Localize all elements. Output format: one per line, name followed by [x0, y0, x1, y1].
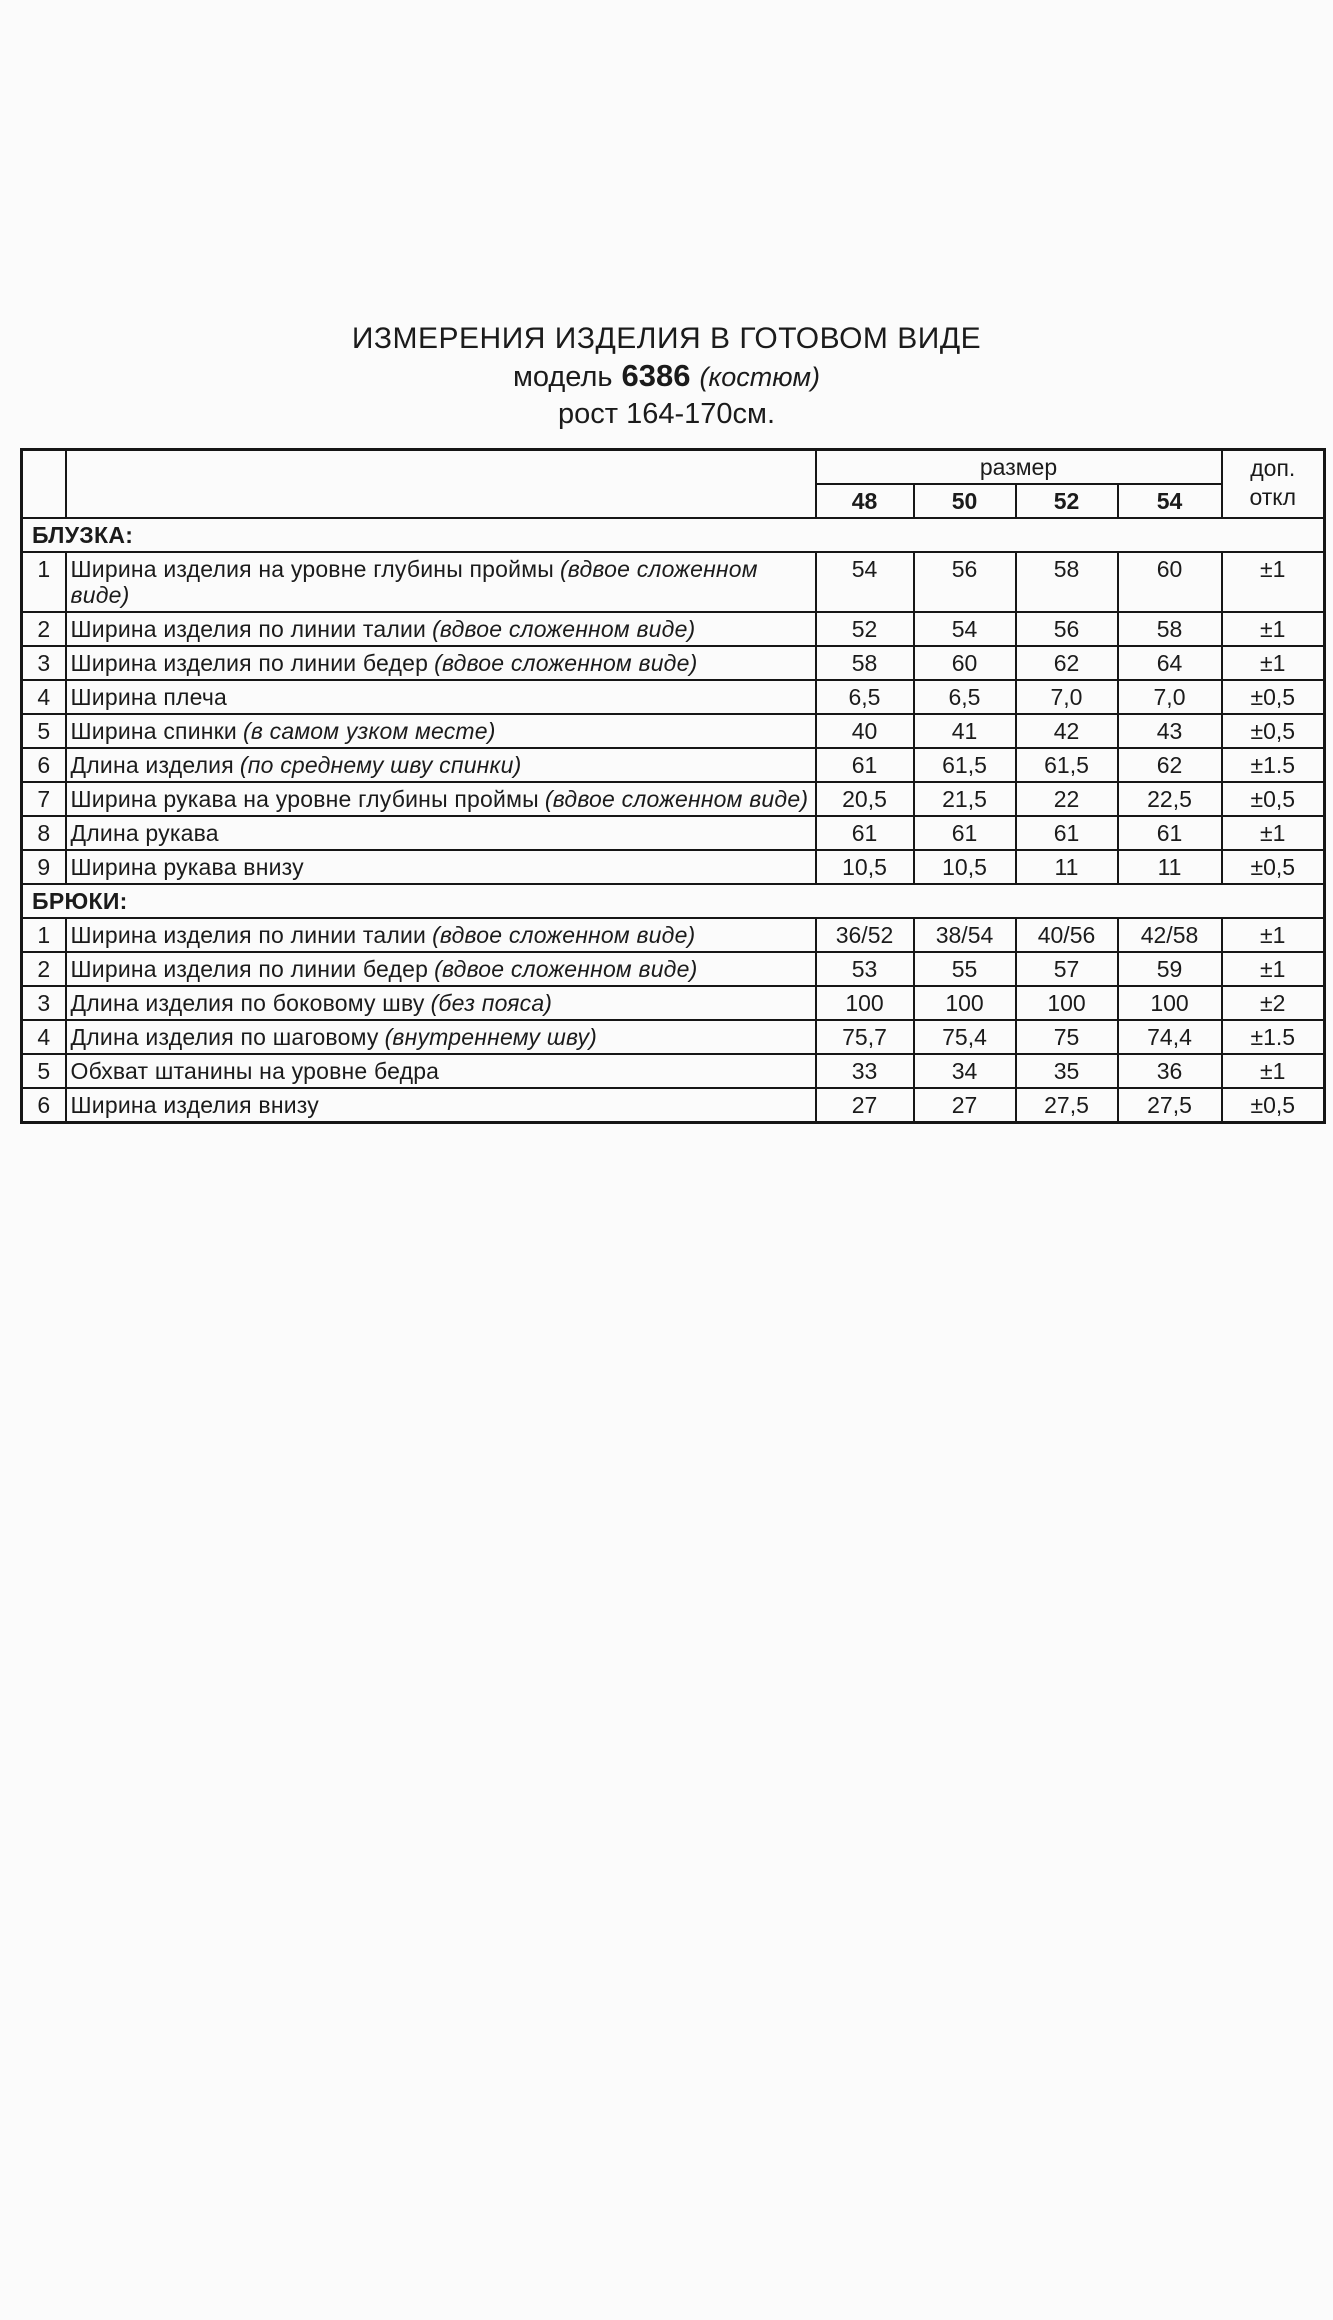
size-50-header: 50	[914, 484, 1016, 518]
size-48-value-cell: 75,7	[816, 1020, 914, 1054]
size-50-value-cell: 60	[914, 646, 1016, 680]
row-number-cell: 4	[22, 680, 66, 714]
size-48-value-cell: 20,5	[816, 782, 914, 816]
measurement-note: (вдвое сложенном виде)	[70, 556, 758, 608]
measurement-label-cell	[66, 850, 816, 884]
measurement-label: Длина изделия по боковому шву	[70, 990, 425, 1016]
measurement-note: (без пояса)	[430, 990, 553, 1016]
size-54-value-cell: 64	[1118, 646, 1222, 680]
size-52-value-cell: 40/56	[1016, 918, 1118, 952]
measurement-row	[22, 1088, 1325, 1123]
tolerance-header-line2: откл	[1249, 484, 1297, 510]
tolerance-value-cell: ±1.5	[1222, 748, 1325, 782]
size-50-value-cell: 6,5	[914, 680, 1016, 714]
model-line	[0, 357, 1333, 396]
size-50-value-cell: 61,5	[914, 748, 1016, 782]
size-54-value-cell: 100	[1118, 986, 1222, 1020]
size-50-value-cell: 41	[914, 714, 1016, 748]
tolerance-value-cell: ±1	[1222, 646, 1325, 680]
document-page	[0, 320, 1333, 2320]
measurement-label: Ширина изделия по линии бедер	[70, 956, 429, 982]
section-title: БРЮКИ:	[22, 884, 1325, 918]
size-52-value-cell: 100	[1016, 986, 1118, 1020]
measurement-row	[22, 646, 1325, 680]
measurement-note: (вдвое сложенном виде)	[544, 786, 809, 812]
section-header-row	[22, 518, 1325, 552]
row-number-cell: 5	[22, 1054, 66, 1088]
measurement-label: Ширина плеча	[70, 684, 228, 710]
measurement-label-cell	[66, 816, 816, 850]
section-header-row	[22, 884, 1325, 918]
measurement-label: Ширина рукава на уровне глубины проймы	[70, 786, 539, 812]
size-54-value-cell: 60	[1118, 552, 1222, 612]
row-number-cell: 3	[22, 986, 66, 1020]
document-header	[0, 320, 1333, 433]
size-48-value-cell: 10,5	[816, 850, 914, 884]
size-54-value-cell: 74,4	[1118, 1020, 1222, 1054]
tolerance-value-cell: ±2	[1222, 986, 1325, 1020]
measurement-row	[22, 612, 1325, 646]
row-number-cell: 1	[22, 918, 66, 952]
measurement-row	[22, 748, 1325, 782]
size-50-value-cell: 56	[914, 552, 1016, 612]
measurement-note: (по среднему шву спинки)	[239, 752, 522, 778]
size-48-value-cell: 100	[816, 986, 914, 1020]
product-measurements-table	[20, 448, 1326, 1124]
measurement-label: Обхват штанины на уровне бедра	[70, 1058, 440, 1084]
measurement-label: Длина изделия по шаговому	[70, 1024, 379, 1050]
model-note: (костюм)	[699, 362, 821, 392]
measurement-label-cell	[66, 918, 816, 952]
size-54-value-cell: 58	[1118, 612, 1222, 646]
size-48-value-cell: 33	[816, 1054, 914, 1088]
measurement-label: Ширина изделия на уровне глубины проймы	[70, 556, 554, 582]
size-50-value-cell: 75,4	[914, 1020, 1016, 1054]
measurement-label: Ширина изделия по линии талии	[70, 616, 427, 642]
row-number-cell: 2	[22, 612, 66, 646]
tolerance-value-cell: ±0,5	[1222, 714, 1325, 748]
section-title: БЛУЗКА:	[22, 518, 1325, 552]
header-empty-number-cell	[22, 450, 66, 519]
model-number: 6386	[621, 358, 691, 393]
measurement-label-cell	[66, 748, 816, 782]
size-52-value-cell: 58	[1016, 552, 1118, 612]
measurement-note: (вдвое сложенном виде)	[432, 922, 696, 948]
size-54-value-cell: 36	[1118, 1054, 1222, 1088]
size-50-value-cell: 55	[914, 952, 1016, 986]
row-number-cell: 7	[22, 782, 66, 816]
tolerance-value-cell: ±1	[1222, 952, 1325, 986]
size-54-value-cell: 61	[1118, 816, 1222, 850]
page-title: ИЗМЕРЕНИЯ ИЗДЕЛИЯ В ГОТОВОМ ВИДЕ	[351, 322, 982, 355]
size-54-value-cell: 27,5	[1118, 1088, 1222, 1123]
measurement-label-cell	[66, 986, 816, 1020]
row-number-cell: 6	[22, 1088, 66, 1123]
measurement-note: (в самом узком месте)	[242, 718, 496, 744]
measurement-note: (внутреннему шву)	[384, 1024, 598, 1050]
size-48-value-cell: 40	[816, 714, 914, 748]
tolerance-value-cell: ±0,5	[1222, 1088, 1325, 1123]
measurement-row	[22, 816, 1325, 850]
measurement-label-cell	[66, 680, 816, 714]
row-number-cell: 4	[22, 1020, 66, 1054]
measurement-label: Ширина рукава внизу	[70, 854, 304, 880]
size-50-value-cell: 34	[914, 1054, 1016, 1088]
size-52-value-cell: 42	[1016, 714, 1118, 748]
tolerance-value-cell: ±1	[1222, 612, 1325, 646]
row-number-cell: 2	[22, 952, 66, 986]
size-54-value-cell: 62	[1118, 748, 1222, 782]
tolerance-header-line1: доп.	[1250, 455, 1296, 481]
row-number-cell: 3	[22, 646, 66, 680]
measurement-label-cell	[66, 952, 816, 986]
measurement-row	[22, 782, 1325, 816]
size-48-value-cell: 52	[816, 612, 914, 646]
measurement-row	[22, 952, 1325, 986]
measurement-label-cell	[66, 1020, 816, 1054]
measurement-label: Ширина спинки	[70, 718, 237, 744]
tolerance-value-cell: ±1	[1222, 816, 1325, 850]
size-54-value-cell: 11	[1118, 850, 1222, 884]
measurement-label: Длина изделия	[70, 752, 234, 778]
tolerance-header	[1222, 450, 1325, 519]
measurement-row	[22, 1054, 1325, 1088]
measurement-row	[22, 552, 1325, 612]
size-52-value-cell: 7,0	[1016, 680, 1118, 714]
measurement-label-cell	[66, 714, 816, 748]
size-52-value-cell: 22	[1016, 782, 1118, 816]
size-48-value-cell: 27	[816, 1088, 914, 1123]
size-48-value-cell: 58	[816, 646, 914, 680]
tolerance-value-cell: ±0,5	[1222, 782, 1325, 816]
measurement-label-cell	[66, 646, 816, 680]
size-52-value-cell: 62	[1016, 646, 1118, 680]
size-52-value-cell: 61,5	[1016, 748, 1118, 782]
tolerance-value-cell: ±1	[1222, 552, 1325, 612]
size-54-header: 54	[1118, 484, 1222, 518]
size-48-value-cell: 61	[816, 816, 914, 850]
measurement-row	[22, 1020, 1325, 1054]
measurement-note: (вдвое сложенном виде)	[434, 650, 698, 676]
size-48-value-cell: 61	[816, 748, 914, 782]
measurement-note: (вдвое сложенном виде)	[432, 616, 696, 642]
measurement-label: Ширина изделия внизу	[70, 1092, 319, 1118]
size-54-value-cell: 43	[1118, 714, 1222, 748]
measurement-label-cell	[66, 612, 816, 646]
row-number-cell: 1	[22, 552, 66, 612]
measurement-label: Ширина изделия по линии талии	[70, 922, 427, 948]
measurement-label-cell	[66, 782, 816, 816]
size-54-value-cell: 42/58	[1118, 918, 1222, 952]
measurement-row	[22, 986, 1325, 1020]
row-number-cell: 6	[22, 748, 66, 782]
row-number-cell: 9	[22, 850, 66, 884]
tolerance-value-cell: ±0,5	[1222, 850, 1325, 884]
size-54-value-cell: 59	[1118, 952, 1222, 986]
size-48-value-cell: 53	[816, 952, 914, 986]
size-52-value-cell: 61	[1016, 816, 1118, 850]
measurement-note: (вдвое сложенном виде)	[434, 956, 698, 982]
size-48-header: 48	[816, 484, 914, 518]
table-header	[22, 450, 1325, 519]
row-number-cell: 8	[22, 816, 66, 850]
size-52-header: 52	[1016, 484, 1118, 518]
size-50-value-cell: 61	[914, 816, 1016, 850]
measurement-row	[22, 918, 1325, 952]
size-50-value-cell: 21,5	[914, 782, 1016, 816]
size-50-value-cell: 10,5	[914, 850, 1016, 884]
measurement-row	[22, 714, 1325, 748]
size-52-value-cell: 57	[1016, 952, 1118, 986]
size-54-value-cell: 22,5	[1118, 782, 1222, 816]
header-empty-label-cell	[66, 450, 816, 519]
header-row-size-group	[22, 450, 1325, 485]
measurement-label: Длина рукава	[70, 820, 219, 846]
size-54-value-cell: 7,0	[1118, 680, 1222, 714]
size-52-value-cell: 56	[1016, 612, 1118, 646]
size-50-value-cell: 100	[914, 986, 1016, 1020]
model-label: модель	[512, 361, 613, 393]
size-52-value-cell: 11	[1016, 850, 1118, 884]
tolerance-value-cell: ±0,5	[1222, 680, 1325, 714]
height-line: рост 164-170см.	[557, 398, 776, 430]
size-52-value-cell: 27,5	[1016, 1088, 1118, 1123]
size-50-value-cell: 27	[914, 1088, 1016, 1123]
measurement-row	[22, 680, 1325, 714]
tolerance-value-cell: ±1.5	[1222, 1020, 1325, 1054]
size-50-value-cell: 38/54	[914, 918, 1016, 952]
table-body	[22, 518, 1325, 1123]
size-52-value-cell: 35	[1016, 1054, 1118, 1088]
measurement-label-cell	[66, 1054, 816, 1088]
tolerance-value-cell: ±1	[1222, 918, 1325, 952]
size-48-value-cell: 6,5	[816, 680, 914, 714]
measurement-label-cell	[66, 1088, 816, 1123]
measurement-row	[22, 850, 1325, 884]
measurement-label-cell	[66, 552, 816, 612]
size-50-value-cell: 54	[914, 612, 1016, 646]
tolerance-value-cell: ±1	[1222, 1054, 1325, 1088]
size-48-value-cell: 36/52	[816, 918, 914, 952]
size-52-value-cell: 75	[1016, 1020, 1118, 1054]
size-48-value-cell: 54	[816, 552, 914, 612]
size-group-header: размер	[816, 450, 1222, 485]
measurement-label: Ширина изделия по линии бедер	[70, 650, 429, 676]
row-number-cell: 5	[22, 714, 66, 748]
